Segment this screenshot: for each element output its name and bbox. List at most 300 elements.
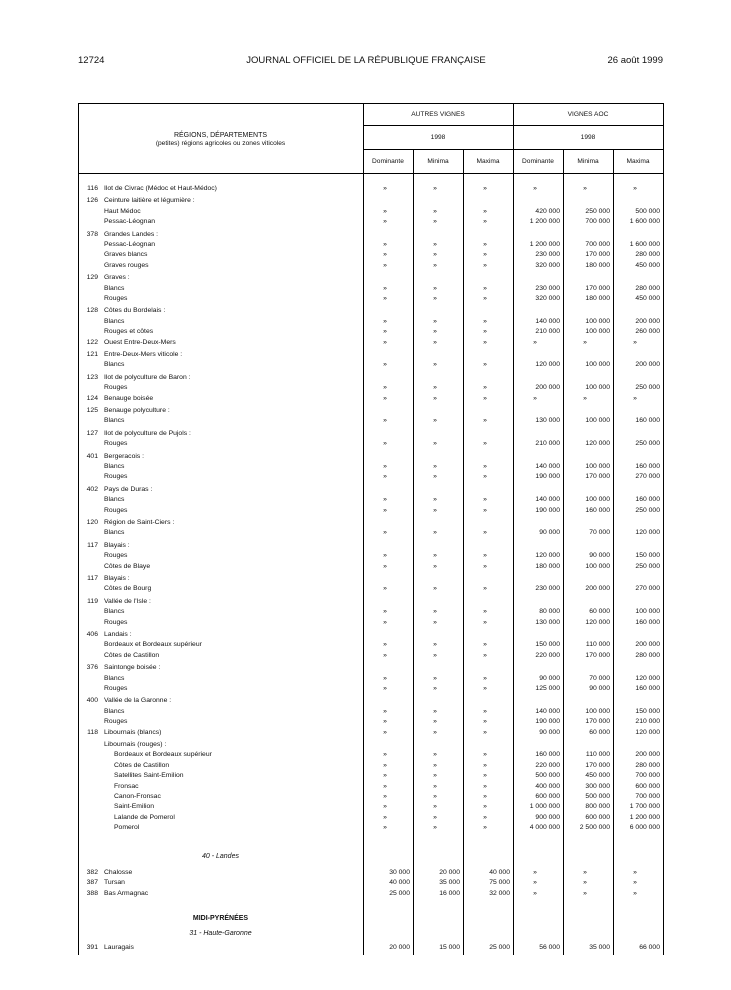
region-label <box>104 518 359 528</box>
region-label <box>104 495 359 505</box>
aoc-maxima-value: 250 000 <box>635 440 660 448</box>
table-row <box>78 562 663 572</box>
maxima-value: » <box>483 824 487 832</box>
minima-value: » <box>433 251 437 259</box>
minima-value: » <box>433 728 437 736</box>
dominante-value: 25 000 <box>389 889 410 897</box>
minima-value: » <box>433 338 437 346</box>
aoc-minima-value: » <box>583 394 587 402</box>
dominante-value: » <box>383 562 387 570</box>
table-row <box>78 416 663 426</box>
minima-value: 15 000 <box>439 944 460 951</box>
maxima-value: » <box>483 463 487 470</box>
dominante-value: » <box>383 361 387 369</box>
region-label-text: Blancs <box>104 417 125 425</box>
region-label-text: Entre-Deux-Mers viticole : <box>104 351 183 358</box>
table-row <box>78 485 663 495</box>
minima-value: » <box>433 473 437 481</box>
aoc-minima-value: 700 000 <box>585 218 610 226</box>
maxima-value: » <box>483 218 487 226</box>
aoc-minima-value: 200 000 <box>585 585 610 593</box>
region-label <box>104 284 359 294</box>
aoc-maxima-value: 66 000 <box>639 944 660 951</box>
region-label <box>104 416 359 426</box>
aoc-dominante-value: 150 000 <box>535 641 560 649</box>
aoc-dominante-value: 230 000 <box>535 585 560 593</box>
region-label <box>104 651 359 661</box>
region-label <box>104 217 359 227</box>
minima-value: » <box>433 317 437 325</box>
region-code: 376 <box>86 664 98 672</box>
aoc-dominante-value: 190 000 <box>535 718 560 726</box>
maxima-value: » <box>483 651 487 659</box>
region-label <box>104 717 359 727</box>
region-label <box>104 350 359 360</box>
dominante-value: » <box>383 641 387 649</box>
aoc-minima-value: » <box>583 338 587 346</box>
minima-value: » <box>433 685 437 692</box>
region-label <box>104 740 359 750</box>
dominante-value: » <box>383 803 387 811</box>
table-row <box>78 261 663 271</box>
table-row <box>78 597 663 607</box>
region-label-text: Rouges <box>104 618 128 626</box>
aoc-minima-value: 110 000 <box>585 641 610 649</box>
aoc-maxima-value: 500 000 <box>635 207 660 215</box>
region-code: 401 <box>86 452 98 460</box>
region-code: 119 <box>87 597 98 605</box>
dominante-value: » <box>383 674 387 682</box>
region-code: 116 <box>87 185 98 192</box>
region-label-text: Blayais : <box>104 541 130 549</box>
aoc-minima-value: 170 000 <box>585 718 610 726</box>
table-row <box>78 518 663 528</box>
minima-value: » <box>433 803 437 811</box>
region-code: 117 <box>87 575 98 582</box>
dominante-value: » <box>383 793 387 800</box>
table-row <box>78 196 663 206</box>
region-label <box>104 889 359 899</box>
dominante-value: » <box>383 328 387 336</box>
col-maxima: Maxima <box>476 158 500 165</box>
minima-value: » <box>433 328 437 336</box>
minima-value: » <box>433 394 437 402</box>
table-row <box>78 439 663 449</box>
aoc-maxima-value: 1 200 000 <box>629 813 660 821</box>
minima-value: » <box>433 295 437 302</box>
aoc-minima-value: 90 000 <box>589 685 610 692</box>
page-number: 12724 <box>78 55 105 66</box>
table-row <box>78 761 663 771</box>
aoc-dominante-value: 200 000 <box>535 384 560 392</box>
aoc-minima-value: 250 000 <box>585 207 610 215</box>
dominante-value: » <box>383 506 387 514</box>
table-row <box>78 750 663 760</box>
table-row <box>78 618 663 628</box>
region-label <box>104 878 359 888</box>
table-row <box>78 584 663 594</box>
aoc-maxima-value: 450 000 <box>635 261 660 269</box>
aoc-maxima-value: 1 600 000 <box>629 218 660 226</box>
region-label <box>104 728 359 738</box>
aoc-dominante-value: 90 000 <box>539 529 560 537</box>
minima-value: » <box>433 496 437 504</box>
region-code: 120 <box>86 519 98 526</box>
aoc-maxima-value: 120 000 <box>635 728 660 736</box>
aoc-dominante-value: 140 000 <box>535 496 560 504</box>
region-label <box>104 394 359 404</box>
region-label <box>104 373 359 383</box>
region-label <box>104 630 359 640</box>
header-subtitle: (petites) régions agricoles ou zones viticoles <box>155 140 286 147</box>
aoc-dominante-value: 230 000 <box>535 284 560 292</box>
dominante-value: » <box>383 218 387 226</box>
dominante-value: » <box>383 529 387 537</box>
region-label-text: Blancs <box>104 284 125 292</box>
maxima-value: » <box>483 674 487 682</box>
aoc-maxima-value: » <box>633 185 637 192</box>
table-row <box>78 506 663 516</box>
section-haute-garonne: 31 - Haute-Garonne <box>189 930 252 937</box>
aoc-minima-value: 70 000 <box>589 529 610 537</box>
region-label-text: Vallée de la Garonne : <box>104 697 172 705</box>
table-row <box>78 217 663 227</box>
maxima-value: » <box>483 529 487 537</box>
maxima-value: » <box>483 718 487 726</box>
minima-value: » <box>433 707 437 715</box>
minima-value: » <box>433 552 437 560</box>
aoc-maxima-value: 160 000 <box>635 618 660 626</box>
table-row <box>78 630 663 640</box>
aoc-maxima-value: 700 000 <box>635 772 660 780</box>
minima-value: » <box>433 651 437 659</box>
region-label-text: Benauge boisée <box>104 394 154 402</box>
table-row <box>78 240 663 250</box>
table-row <box>78 528 663 538</box>
table-row <box>78 373 663 383</box>
region-code: 402 <box>86 485 98 493</box>
table-row <box>78 394 663 404</box>
aoc-minima-value: 110 000 <box>585 751 610 759</box>
aoc-dominante-value: 120 000 <box>535 361 560 369</box>
col-maxima: Maxima <box>626 158 650 165</box>
aoc-dominante-value: 420 000 <box>535 207 560 215</box>
table-row <box>78 868 663 878</box>
table-row <box>78 771 663 781</box>
maxima-value: » <box>483 185 487 192</box>
region-label-text: Blayais : <box>104 575 130 582</box>
region-label-text: Bas Armagnac <box>104 889 149 897</box>
region-code: 128 <box>86 307 98 315</box>
minima-value: » <box>433 463 437 470</box>
aoc-maxima-value: 200 000 <box>635 751 660 759</box>
minima-value: » <box>433 241 437 248</box>
maxima-value: » <box>483 618 487 626</box>
aoc-dominante-value: 600 000 <box>535 793 560 800</box>
price-table <box>78 103 663 955</box>
region-code: 117 <box>87 541 98 549</box>
aoc-dominante-value: 130 000 <box>535 417 560 425</box>
aoc-maxima-value: 280 000 <box>635 761 660 769</box>
region-label <box>104 868 359 878</box>
table-row <box>78 823 663 833</box>
aoc-minima-value: 120 000 <box>585 440 610 448</box>
table-row <box>78 943 663 953</box>
maxima-value: » <box>483 284 487 292</box>
year-vignes-aoc: 1998 <box>580 134 596 141</box>
aoc-dominante-value: 130 000 <box>535 618 560 626</box>
table-row <box>78 452 663 462</box>
aoc-minima-value: 100 000 <box>585 384 610 392</box>
aoc-maxima-value: 160 000 <box>635 496 660 504</box>
region-label <box>104 306 359 316</box>
region-label-text: Libournais (rouges) : <box>104 741 167 748</box>
aoc-maxima-value: 280 000 <box>635 284 660 292</box>
region-label-text: Lauragais <box>104 944 134 951</box>
aoc-dominante-value: 190 000 <box>535 506 560 514</box>
table-row <box>78 813 663 823</box>
dominante-value: » <box>383 463 387 470</box>
region-code: 118 <box>87 728 98 736</box>
aoc-minima-value: 100 000 <box>585 496 610 504</box>
maxima-value: » <box>483 562 487 570</box>
table-row <box>78 802 663 812</box>
minima-value: » <box>433 562 437 570</box>
aoc-dominante-value: 140 000 <box>535 463 560 470</box>
section-midi-pyrenees: MIDI-PYRÉNÉES <box>192 915 249 922</box>
region-label-text: Blancs <box>104 707 125 715</box>
region-label <box>104 294 359 304</box>
region-label-text: Rouges <box>104 295 128 302</box>
journal-title: JOURNAL OFFICIEL DE LA RÉPUBLIQUE FRANÇAISE <box>246 55 486 66</box>
region-label <box>104 562 359 572</box>
region-label-text: Lalande de Pomerol <box>114 813 175 821</box>
dominante-value: » <box>383 782 387 790</box>
maxima-value: » <box>483 782 487 790</box>
aoc-minima-value: 500 000 <box>585 793 610 800</box>
region-label-text: Rouges <box>104 473 128 481</box>
region-code: 127 <box>86 429 98 437</box>
region-label-text: Rouges <box>104 685 128 692</box>
aoc-dominante-value: » <box>533 869 537 876</box>
dominante-value: » <box>383 552 387 560</box>
region-code: 388 <box>86 889 98 897</box>
table-right-border <box>663 103 664 955</box>
region-label-text: Saintonge boisée : <box>104 664 161 672</box>
region-label-text: Saint-Emilion <box>114 803 155 811</box>
aoc-maxima-value: 160 000 <box>635 685 660 692</box>
aoc-minima-value: 35 000 <box>589 944 610 951</box>
dominante-value: » <box>383 761 387 769</box>
region-label-text: Chalosse <box>104 869 133 876</box>
aoc-minima-value: 170 000 <box>585 473 610 481</box>
maxima-value: » <box>483 251 487 259</box>
aoc-maxima-value: 250 000 <box>635 562 660 570</box>
aoc-dominante-value: 400 000 <box>535 782 560 790</box>
region-label <box>104 452 359 462</box>
minima-value: » <box>433 718 437 726</box>
aoc-maxima-value: » <box>633 869 637 876</box>
aoc-maxima-value: 150 000 <box>635 552 660 560</box>
dominante-value: » <box>383 618 387 626</box>
table-row <box>78 651 663 661</box>
group-header-vignes-aoc: VIGNES AOC <box>567 111 609 118</box>
section-landes: 40 - Landes <box>202 853 239 860</box>
dominante-value: » <box>383 651 387 659</box>
region-label <box>114 761 359 771</box>
aoc-maxima-value: 160 000 <box>635 463 660 470</box>
region-label <box>104 383 359 393</box>
table-row <box>78 273 663 283</box>
region-label <box>104 429 359 439</box>
table-row <box>78 878 663 888</box>
region-label-text: Haut Médoc <box>104 207 141 215</box>
region-label <box>104 943 359 953</box>
aoc-maxima-value: 270 000 <box>635 473 660 481</box>
region-label <box>104 597 359 607</box>
region-label-text: Benauge polyculture : <box>104 407 170 414</box>
aoc-minima-value: 100 000 <box>585 361 610 369</box>
maxima-value: » <box>483 361 487 369</box>
aoc-minima-value: 120 000 <box>585 618 610 626</box>
table-row <box>78 306 663 316</box>
region-label-text: Ilot de polyculture de Pujols : <box>104 429 191 437</box>
region-label-text: Bordeaux et Bordeaux supérieur <box>104 641 202 649</box>
dominante-value: » <box>383 207 387 215</box>
aoc-maxima-value: 450 000 <box>635 295 660 302</box>
aoc-maxima-value: 210 000 <box>635 718 660 726</box>
region-label <box>114 823 359 833</box>
region-label <box>104 273 359 283</box>
aoc-minima-value: 70 000 <box>589 674 610 682</box>
table-row <box>78 607 663 617</box>
minima-value: » <box>433 618 437 626</box>
region-label-text: Vallée de l'Isle : <box>104 597 151 605</box>
region-label <box>104 640 359 650</box>
region-code: 129 <box>86 274 98 282</box>
table-row <box>78 541 663 551</box>
table-row <box>78 640 663 650</box>
maxima-value: » <box>483 803 487 811</box>
region-label <box>104 184 359 194</box>
aoc-dominante-value: » <box>533 889 537 897</box>
region-label-text: Blancs <box>104 317 125 325</box>
minima-value: » <box>433 440 437 448</box>
region-label <box>114 813 359 823</box>
table-row <box>78 350 663 360</box>
region-label-text: Blancs <box>104 496 125 504</box>
aoc-minima-value: 170 000 <box>585 251 610 259</box>
aoc-maxima-value: 280 000 <box>635 651 660 659</box>
aoc-minima-value: 160 000 <box>585 506 610 514</box>
dominante-value: » <box>383 261 387 269</box>
maxima-value: 40 000 <box>489 869 510 876</box>
maxima-value: » <box>483 641 487 649</box>
region-label-text: Côtes de Blaye <box>104 562 151 570</box>
region-label <box>114 750 359 760</box>
aoc-minima-value: 100 000 <box>585 317 610 325</box>
dominante-value: » <box>383 338 387 346</box>
minima-value: » <box>433 284 437 292</box>
region-label <box>114 782 359 792</box>
aoc-dominante-value: 4 000 000 <box>529 824 560 832</box>
region-label <box>114 771 359 781</box>
aoc-dominante-value: 160 000 <box>535 751 560 759</box>
maxima-value: » <box>483 295 487 302</box>
table-row <box>78 284 663 294</box>
region-label <box>104 528 359 538</box>
region-label-text: Pessac-Léognan <box>104 241 156 248</box>
dominante-value: » <box>383 585 387 593</box>
year-autres-vignes: 1998 <box>430 134 446 141</box>
table-row <box>78 207 663 217</box>
aoc-dominante-value: » <box>533 185 537 192</box>
header-bottom-border <box>78 173 663 174</box>
table-row <box>78 707 663 717</box>
dominante-value: » <box>383 772 387 780</box>
region-label <box>104 196 359 206</box>
minima-value: 35 000 <box>439 879 460 887</box>
aoc-minima-value: 180 000 <box>585 295 610 302</box>
region-label-text: Rouges <box>104 718 128 726</box>
aoc-maxima-value: 200 000 <box>635 361 660 369</box>
region-label-text: Côtes de Castillon <box>104 651 160 659</box>
aoc-dominante-value: » <box>533 394 537 402</box>
region-label <box>104 707 359 717</box>
maxima-value: 25 000 <box>489 944 510 951</box>
maxima-value: » <box>483 813 487 821</box>
maxima-value: » <box>483 473 487 481</box>
region-label <box>104 338 359 348</box>
minima-value: » <box>433 751 437 759</box>
aoc-minima-value: » <box>583 185 587 192</box>
aoc-dominante-value: 56 000 <box>539 944 560 951</box>
aoc-minima-value: 300 000 <box>585 782 610 790</box>
region-label <box>104 462 359 472</box>
dominante-value: » <box>383 284 387 292</box>
maxima-value: » <box>483 772 487 780</box>
dominante-value: » <box>383 473 387 481</box>
aoc-maxima-value: 700 000 <box>635 793 660 800</box>
region-label-text: Ouest Entre-Deux-Mers <box>104 338 176 346</box>
group-header-autres-vignes: AUTRES VIGNES <box>411 111 465 118</box>
aoc-dominante-value: » <box>533 338 537 346</box>
aoc-dominante-value: » <box>533 879 537 887</box>
dominante-value: » <box>383 251 387 259</box>
aoc-maxima-value: » <box>633 394 637 402</box>
region-label <box>114 802 359 812</box>
minima-value: » <box>433 218 437 226</box>
region-label-text: Fronsac <box>114 782 139 790</box>
aoc-dominante-value: 230 000 <box>535 251 560 259</box>
table-row <box>78 740 663 750</box>
maxima-value: » <box>483 417 487 425</box>
region-label-text: Blancs <box>104 529 125 537</box>
aoc-minima-value: » <box>583 879 587 887</box>
region-label-text: Canon-Fronsac <box>114 793 161 800</box>
table-row <box>78 327 663 337</box>
aoc-dominante-value: 140 000 <box>535 707 560 715</box>
minima-value: » <box>433 529 437 537</box>
maxima-value: » <box>483 261 487 269</box>
col-dominante: Dominante <box>522 158 554 165</box>
maxima-value: » <box>483 317 487 325</box>
aoc-maxima-value: 120 000 <box>635 529 660 537</box>
dominante-value: » <box>383 295 387 302</box>
aoc-maxima-value: 160 000 <box>635 417 660 425</box>
aoc-minima-value: 2 500 000 <box>579 824 610 832</box>
maxima-value: » <box>483 585 487 593</box>
